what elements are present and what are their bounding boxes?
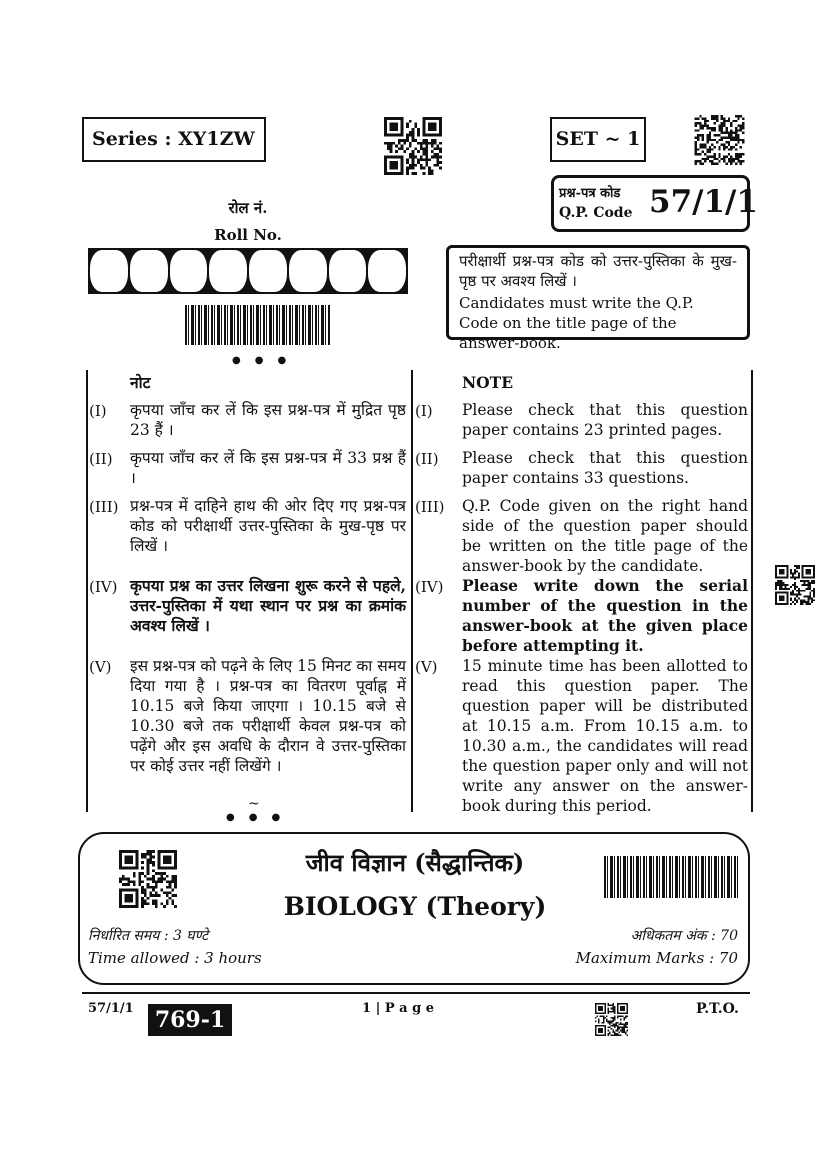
roll-number-cell[interactable] [130, 250, 168, 292]
dots-ornament: ●●● [232, 355, 301, 366]
notes-heading-en: NOTE [462, 373, 514, 392]
note-text-hi: कृपया जाँच कर लें कि इस प्रश्न-पत्र में 33 प्रश्न हैं । [130, 449, 406, 487]
max-marks-hi: अधिकतम अंक : 70 [630, 928, 738, 944]
qp-instruction-box [446, 245, 750, 352]
qp-code-label-en: Q.P. Code [559, 205, 633, 221]
barcode-subject [604, 856, 740, 898]
barcode-top [185, 305, 330, 345]
notes-heading-hi: नोट [130, 373, 151, 392]
series-box: Series : XY1ZW [82, 117, 266, 162]
set-box: SET ~ 1 [550, 117, 646, 162]
paper-id-badge: 769-1 [148, 1004, 232, 1036]
time-allowed-hi: निर्धारित समय : 3 घण्टे [88, 928, 209, 944]
max-marks-en: Maximum Marks : 70 [575, 949, 738, 967]
qr-code-top [384, 117, 442, 175]
pto-label: P.T.O. [696, 1001, 739, 1017]
note-number-hi: (IV) [89, 578, 118, 596]
roll-number-cell[interactable] [329, 250, 367, 292]
note-number-hi: (II) [89, 450, 113, 468]
side-qr-code [775, 565, 815, 605]
notes-right-border [751, 370, 753, 812]
qr-code-footer [595, 1003, 628, 1036]
note-number-en: (V) [415, 658, 438, 676]
qr-code-subject [118, 850, 178, 908]
page-number: 1 | P a g e [362, 1001, 434, 1016]
notes-divider [411, 370, 413, 812]
datamatrix-code [694, 115, 745, 165]
qp-code-value: 57/1/1 [649, 184, 758, 220]
note-number-en: (IV) [415, 578, 444, 596]
time-allowed-en: Time allowed : 3 hours [88, 949, 262, 967]
note-text-en: Please check that this question paper contains 23 printed pages. [462, 401, 748, 439]
note-number-en: (II) [415, 450, 439, 468]
roll-no-label-en: Roll No. [214, 226, 282, 244]
note-text-en: Please check that this question paper contains 33 questions. [462, 449, 748, 487]
subject-title-hi: जीव विज्ञान (सैद्धान्तिक) [305, 848, 525, 877]
footer-code: 57/1/1 [88, 1001, 134, 1016]
dots-ornament-bottom: ●●● [226, 812, 295, 823]
roll-no-label-hi: रोल नं. [228, 199, 268, 217]
instruction-hi: परीक्षार्थी प्रश्न-पत्र कोड को उत्तर-पुस्तिका के मुख-पृष्ठ पर अवश्य लिखें । [459, 252, 737, 290]
note-text-hi: कृपया प्रश्न का उत्तर लिखना शुरू करने से पहले, उत्तर-पुस्तिका में यथा स्थान पर प्रश्न का क्रमांक अवश्य लिखें । [130, 576, 406, 635]
note-number-hi: (V) [89, 658, 112, 676]
subject-title-en: BIOLOGY (Theory) [283, 892, 547, 921]
subject-box [78, 832, 750, 985]
roll-number-cell[interactable] [209, 250, 247, 292]
note-number-en: (I) [415, 402, 433, 420]
note-number-en: (III) [415, 498, 445, 516]
roll-number-cell[interactable] [249, 250, 287, 292]
note-text-en: Please write down the serial number of the question in the answer-book at the given place before attempting it. [462, 576, 748, 655]
qp-code-box [551, 175, 758, 232]
note-text-en: 15 minute time has been allotted to read this question paper. The question paper will be distributed at 10.15 a.m. From 10.15 a.m. to 10.30 a.m., the candidates will read the question paper only and will not write any answer on the answer-book during this period. [462, 657, 748, 815]
instruction-en: Candidates must write the Q.P. Code on the title page of the answer-book. [459, 294, 694, 352]
note-text-en: Q.P. Code given on the right hand side of the question paper should be written on the title page of the answer-book by the candidate. [462, 497, 748, 575]
tilde: ~ [248, 796, 260, 812]
note-number-hi: (I) [89, 402, 107, 420]
footer-rule [82, 992, 750, 994]
note-text-hi: प्रश्न-पत्र में दाहिने हाथ की ओर दिए गए प्रश्न-पत्र कोड को परीक्षार्थी उत्तर-पुस्तिका के मुख-पृष्ठ पर लिखें । [130, 497, 406, 555]
notes-left-border [86, 370, 88, 812]
qp-code-label-hi: प्रश्न-पत्र कोड [559, 186, 621, 201]
roll-number-cell[interactable] [170, 250, 208, 292]
roll-number-cell[interactable] [289, 250, 327, 292]
roll-number-cell[interactable] [368, 250, 406, 292]
roll-number-cell[interactable] [90, 250, 128, 292]
note-number-hi: (III) [89, 498, 119, 516]
roll-number-boxes[interactable] [88, 248, 408, 294]
note-text-hi: इस प्रश्न-पत्र को पढ़ने के लिए 15 मिनट का समय दिया गया है । प्रश्न-पत्र का वितरण पूर्वाह्न में 10.15 बजे किया जाएगा । 10.15 बजे से 10.30 बजे तक परीक्षार्थी केवल प्रश्न-पत्र को पढ़ेंगे और इस अवधि के दौरान वे उत्तर-पुस्तिका पर कोई उत्तर नहीं लिखेंगे । [130, 657, 406, 775]
note-text-hi: कृपया जाँच कर लें कि इस प्रश्न-पत्र में मुद्रित पृष्ठ 23 हैं । [130, 401, 406, 439]
